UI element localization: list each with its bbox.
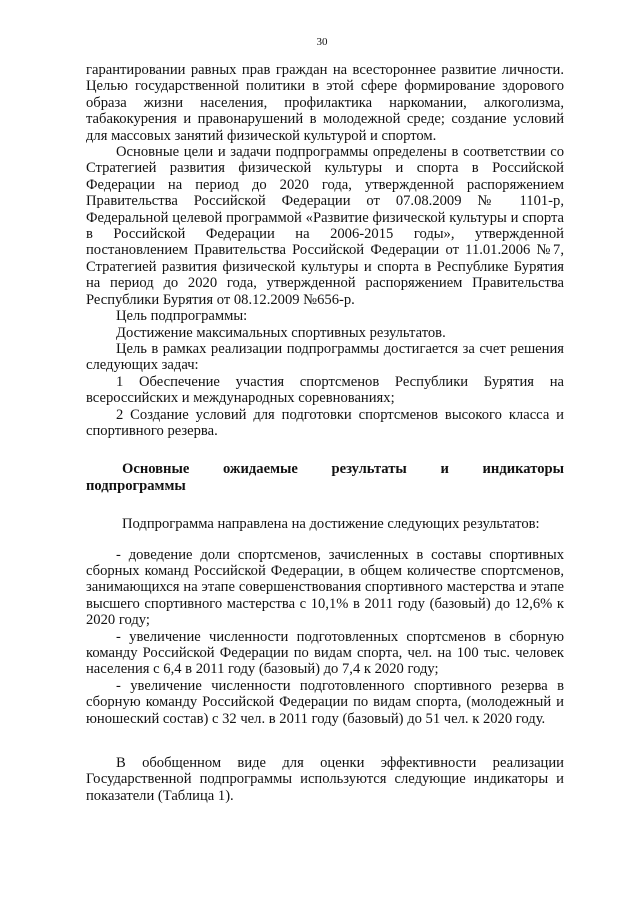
page-number: 30 bbox=[316, 36, 328, 48]
heading-word: результаты bbox=[331, 461, 407, 478]
goal-value: Достижение максимальных спортивных результатов. bbox=[116, 324, 446, 341]
section-heading-continued: подпрограммы bbox=[86, 477, 186, 494]
heading-word: ожидаемые bbox=[222, 461, 298, 478]
goal-label: Цель подпрограммы: bbox=[116, 308, 248, 325]
section-heading bbox=[86, 461, 564, 477]
result-item-3: - увеличение численности подготовленного спортивного резерва в сборную команду Российской Федерации по видам спорта, (молодежный и юношеский состав) с 32 чел. в 2011 году (базовый) до 51 чел. к 2020 году. bbox=[86, 677, 564, 727]
summary-paragraph: В обобщенном виде для оценки эффективности реализации Государственной подпрограммы используются следующие индикаторы и показатели (Таблица 1). bbox=[86, 755, 564, 804]
heading-word: индикаторы bbox=[482, 461, 564, 478]
results-intro: Подпрограмма направлена на достижение следующих результатов: bbox=[122, 516, 540, 533]
intro-paragraph: гарантировании равных прав граждан на всестороннее развитие личности. Целью государственной политики в этой сфере формирование здорового образа жизни населения, профилактика наркомании, алкоголизма, табакокурения и правонарушений в молодежной среде; создание условий для массовых занятий физической культурой и спортом. bbox=[86, 62, 564, 144]
result-item-2: - увеличение численности подготовленных спортсменов в сборную команду Российской Федерации по видам спорта, чел. на 100 тыс. человек населения с 6,4 в 2011 году (базовый) до 7,4 к 2020 году; bbox=[86, 628, 564, 678]
task-2: 2 Создание условий для подготовки спортсменов высокого класса и спортивного резерва. bbox=[86, 406, 564, 439]
document-page bbox=[86, 36, 564, 804]
goals-basis-paragraph: Основные цели и задачи подпрограммы определены в соответствии со Стратегией развития физической культуры и спорта в Российской Федерации на период до 2020 года, утвержденной распоряжением Правительства Российской Федерации от 07.08.2009 № 1101-р, Федеральной целевой программой «Развитие физической культуры и спорта в Российской Федерации на 2006-2015 годы», утвержденной постановлением Правительства Российской Федерации от 11.01.2006 №7, Стратегией развития физической культуры и спорта в Республике Бурятия на период до 2020 года, утвержденной распоряжением Правительства Республики Бурятия от 08.12.2009 №656-р. bbox=[86, 144, 564, 308]
task-1: 1 Обеспечение участия спортсменов Республики Бурятия на всероссийских и международных соревнованиях; bbox=[86, 373, 564, 407]
result-item-1: - доведение доли спортсменов, зачисленных в составы спортивных сборных команд Российской Федерации, в общем количестве спортсменов, занимающихся на этапе совершенствования спортивного мастерства и этапе высшего спортивного мастерства с 10,1% в 2011 году (базовый) до 12,6% к 2020 году; bbox=[86, 546, 564, 629]
tasks-intro-paragraph: Цель в рамках реализации подпрограммы достигается за счет решения следующих задач: bbox=[86, 340, 564, 374]
heading-word: и bbox=[440, 461, 449, 478]
heading-word: Основные bbox=[122, 461, 190, 478]
